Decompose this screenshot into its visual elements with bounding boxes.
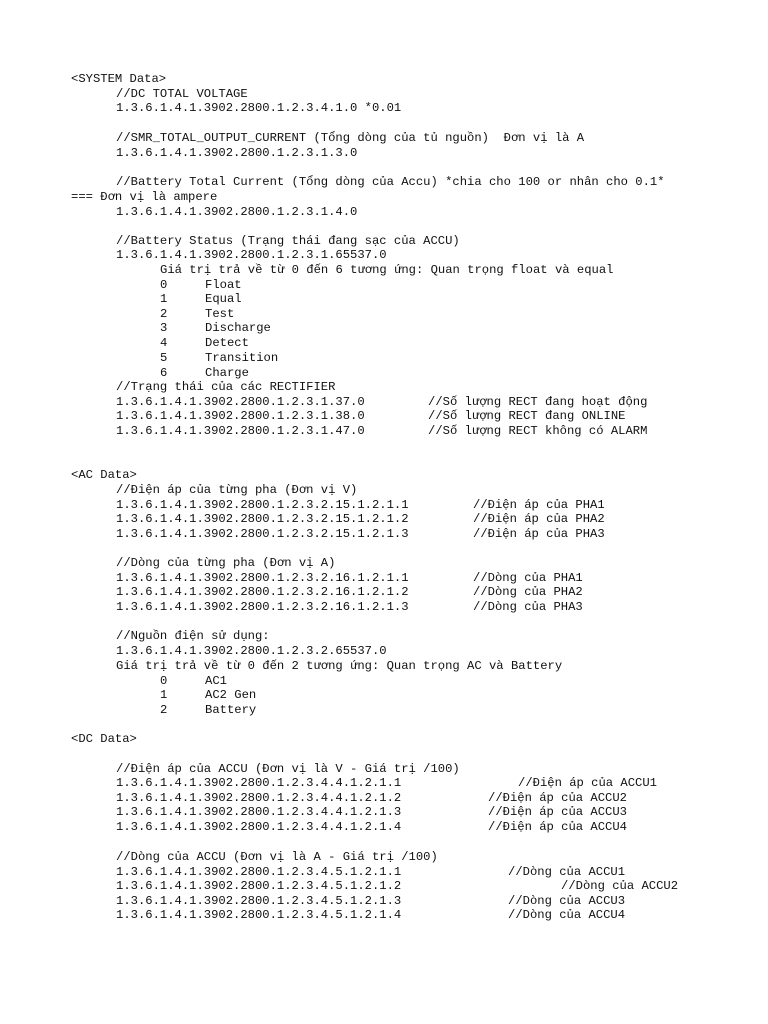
value-label: Float <box>205 278 242 292</box>
battery-status-note: Giá trị trả về từ 0 đến 6 tương ứng: Quan trọng float và equal <box>160 263 614 277</box>
rectifier-oid: 1.3.6.1.4.1.3902.2800.1.2.3.1.37.0 <box>116 395 365 409</box>
phase-voltage-oid: 1.3.6.1.4.1.3902.2800.1.2.3.2.15.1.2.1.3 <box>116 527 409 541</box>
accu-voltage-desc: //Điện áp của ACCU3 <box>488 805 627 819</box>
accu-current-oid: 1.3.6.1.4.1.3902.2800.1.2.3.4.5.1.2.1.4 <box>116 908 402 922</box>
power-source-oid: 1.3.6.1.4.1.3902.2800.1.2.3.2.65537.0 <box>116 644 387 658</box>
accu-voltage-comment: //Điện áp của ACCU (Đơn vị là V - Giá trị /100) <box>116 762 460 776</box>
value-code: 3 <box>160 321 168 335</box>
phase-current-desc: //Dòng của PHA2 <box>473 585 583 599</box>
phase-current-desc: //Dòng của PHA3 <box>473 600 583 614</box>
ac-heading: <AC Data> <box>71 468 137 482</box>
rectifier-desc: //Số lượng RECT đang hoạt động <box>428 395 648 409</box>
accu-current-desc: //Dòng của ACCU4 <box>508 908 626 922</box>
accu-voltage-desc: //Điện áp của ACCU2 <box>488 791 627 805</box>
accu-current-desc: //Dòng của ACCU2 <box>561 879 679 893</box>
value-label: Equal <box>205 292 242 306</box>
battery-status-oid: 1.3.6.1.4.1.3902.2800.1.2.3.1.65537.0 <box>116 248 387 262</box>
battery-total-current-comment-cont: === Đơn vị là ampere <box>71 190 218 204</box>
accu-voltage-desc: //Điện áp của ACCU1 <box>518 776 657 790</box>
value-label: Detect <box>205 336 249 350</box>
accu-voltage-desc: //Điện áp của ACCU4 <box>488 820 627 834</box>
phase-voltage-oid: 1.3.6.1.4.1.3902.2800.1.2.3.2.15.1.2.1.2 <box>116 512 409 526</box>
accu-current-desc: //Dòng của ACCU1 <box>508 865 626 879</box>
phase-voltage-desc: //Điện áp của PHA1 <box>473 498 605 512</box>
value-code: 0 <box>160 674 168 688</box>
value-code: 5 <box>160 351 168 365</box>
accu-voltage-oid: 1.3.6.1.4.1.3902.2800.1.2.3.4.4.1.2.1.2 <box>116 791 402 805</box>
accu-current-oid: 1.3.6.1.4.1.3902.2800.1.2.3.4.5.1.2.1.1 <box>116 865 402 879</box>
phase-voltage-desc: //Điện áp của PHA3 <box>473 527 605 541</box>
value-code: 2 <box>160 307 168 321</box>
rectifier-comment: //Trạng thái của các RECTIFIER <box>116 380 336 394</box>
dc-total-voltage-oid: 1.3.6.1.4.1.3902.2800.1.2.3.4.1.0 *0.01 <box>116 101 402 115</box>
system-heading: <SYSTEM Data> <box>71 72 167 86</box>
value-label: Battery <box>205 703 257 717</box>
dc-heading: <DC Data> <box>71 732 137 746</box>
value-label: AC1 <box>205 674 227 688</box>
phase-voltage-comment: //Điện áp của từng pha (Đơn vị V) <box>116 483 358 497</box>
smr-current-oid: 1.3.6.1.4.1.3902.2800.1.2.3.1.3.0 <box>116 146 358 160</box>
phase-voltage-oid: 1.3.6.1.4.1.3902.2800.1.2.3.2.15.1.2.1.1 <box>116 498 409 512</box>
value-label: AC2 Gen <box>205 688 257 702</box>
phase-current-oid: 1.3.6.1.4.1.3902.2800.1.2.3.2.16.1.2.1.3 <box>116 600 409 614</box>
value-code: 1 <box>160 292 168 306</box>
phase-voltage-desc: //Điện áp của PHA2 <box>473 512 605 526</box>
value-code: 0 <box>160 278 168 292</box>
power-source-comment: //Nguồn điện sử dụng: <box>116 629 270 643</box>
rectifier-oid: 1.3.6.1.4.1.3902.2800.1.2.3.1.38.0 <box>116 409 365 423</box>
value-code: 6 <box>160 366 168 380</box>
battery-status-comment: //Battery Status (Trạng thái đang sạc của ACCU) <box>116 234 460 248</box>
smr-current-comment: //SMR_TOTAL_OUTPUT_CURRENT (Tổng dòng của tủ nguồn) Đơn vị là A <box>116 131 585 145</box>
value-code: 1 <box>160 688 168 702</box>
accu-voltage-oid: 1.3.6.1.4.1.3902.2800.1.2.3.4.4.1.2.1.3 <box>116 805 402 819</box>
battery-total-current-oid: 1.3.6.1.4.1.3902.2800.1.2.3.1.4.0 <box>116 205 358 219</box>
accu-current-oid: 1.3.6.1.4.1.3902.2800.1.2.3.4.5.1.2.1.2 <box>116 879 402 893</box>
battery-total-current-comment: //Battery Total Current (Tổng dòng của Accu) *chia cho 100 or nhân cho 0.1* <box>116 175 665 189</box>
accu-current-comment: //Dòng của ACCU (Đơn vị là A - Giá trị /100) <box>116 850 438 864</box>
value-label: Transition <box>205 351 279 365</box>
accu-voltage-oid: 1.3.6.1.4.1.3902.2800.1.2.3.4.4.1.2.1.1 <box>116 776 402 790</box>
phase-current-comment: //Dòng của từng pha (Đơn vị A) <box>116 556 336 570</box>
value-label: Test <box>205 307 235 321</box>
rectifier-desc: //Số lượng RECT đang ONLINE <box>428 409 626 423</box>
accu-current-desc: //Dòng của ACCU3 <box>508 894 626 908</box>
phase-current-desc: //Dòng của PHA1 <box>473 571 583 585</box>
phase-current-oid: 1.3.6.1.4.1.3902.2800.1.2.3.2.16.1.2.1.1 <box>116 571 409 585</box>
dc-total-voltage-comment: //DC TOTAL VOLTAGE <box>116 87 248 101</box>
value-code: 2 <box>160 703 168 717</box>
power-source-note: Giá trị trả về từ 0 đến 2 tương ứng: Quan trọng AC và Battery <box>116 659 563 673</box>
value-label: Discharge <box>205 321 271 335</box>
value-code: 4 <box>160 336 168 350</box>
value-label: Charge <box>205 366 249 380</box>
accu-current-oid: 1.3.6.1.4.1.3902.2800.1.2.3.4.5.1.2.1.3 <box>116 894 402 908</box>
accu-voltage-oid: 1.3.6.1.4.1.3902.2800.1.2.3.4.4.1.2.1.4 <box>116 820 402 834</box>
rectifier-desc: //Số lượng RECT không có ALARM <box>428 424 648 438</box>
rectifier-oid: 1.3.6.1.4.1.3902.2800.1.2.3.1.47.0 <box>116 424 365 438</box>
phase-current-oid: 1.3.6.1.4.1.3902.2800.1.2.3.2.16.1.2.1.2 <box>116 585 409 599</box>
